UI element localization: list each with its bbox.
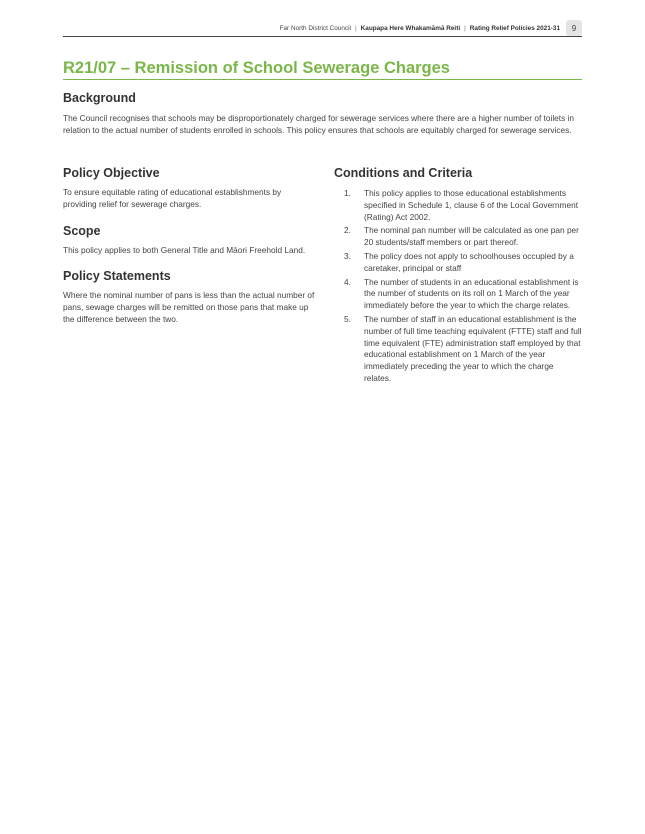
- conditions-list: [334, 188, 582, 385]
- statements-section: [63, 268, 315, 325]
- objective-text: To ensure equitable rating of educational establishments by providing relief for sewerage charges.: [63, 187, 282, 209]
- scope-text: This policy applies to both General Title and Māori Freehold Land.: [63, 244, 306, 255]
- page-header: [63, 20, 582, 36]
- statements-text: Where the nominal number of pans is less than the actual number of pans, sewage charges will be remitted on those pans that make up the difference between the two.: [63, 290, 315, 324]
- list-item-text: The number of students in an educational establishment is the number of students on its roll on 1 March of the year immediately before the year to which the charge relates.: [364, 276, 579, 311]
- list-item: [334, 225, 582, 249]
- list-item-number: 2.: [344, 225, 351, 236]
- right-column: [334, 165, 582, 387]
- header-doc: Kaupapa Here Whakamāmā Reiti: [360, 24, 461, 32]
- background-heading: Background: [63, 91, 136, 105]
- left-column: [63, 165, 315, 338]
- header-section: Rating Relief Policies 2021-31: [469, 24, 560, 32]
- list-item-text: The nominal pan number will be calculated as one pan per 20 students/staff members or part thereof.: [364, 225, 579, 248]
- list-item-number: 3.: [344, 250, 351, 261]
- header-divider: [63, 36, 582, 37]
- list-item-number: 1.: [344, 188, 351, 198]
- statements-heading: Policy Statements: [63, 269, 171, 284]
- objective-section: [63, 165, 315, 211]
- list-item-number: 4.: [344, 276, 351, 287]
- page-title: R21/07 – Remission of School Sewerage Charges: [63, 58, 582, 80]
- list-item-text: The policy does not apply to schoolhouses occupied by a caretaker, principal or staff: [364, 250, 574, 273]
- list-item: [334, 188, 582, 223]
- list-item-text: The number of staff in an educational establishment is the number of full time teaching equivalent (FTTE) staff and full time equivalent (FTE) administration staff employed by that educational establishment on 1 March of the year immediately preceding the year to which the charge relates.: [364, 313, 582, 383]
- page-number: 9: [566, 20, 582, 36]
- list-item: [334, 277, 582, 312]
- background-text: The Council recognises that schools may be disproportionately charged for sewerage services where there are a higher number of toilets in relation to the actual number of students enrolled in schools. This policy ensures that schools are equitably charged for sewerage services.: [63, 113, 574, 135]
- header-separator: |: [354, 24, 357, 32]
- conditions-heading: Conditions and Criteria: [334, 166, 473, 180]
- header-org: Far North District Council: [279, 24, 351, 32]
- list-item-number: 5.: [344, 313, 351, 324]
- header-separator: |: [464, 24, 466, 32]
- list-item-text: This policy applies to those educational establishments specified in Schedule 1, clause 6 of the Local Government (Rating) Act 2002.: [364, 188, 579, 222]
- background-section: [63, 90, 582, 137]
- list-item: [334, 314, 582, 385]
- list-item: [334, 251, 582, 275]
- scope-heading: Scope: [63, 223, 101, 238]
- scope-section: [63, 223, 315, 257]
- objective-heading: Policy Objective: [63, 166, 160, 180]
